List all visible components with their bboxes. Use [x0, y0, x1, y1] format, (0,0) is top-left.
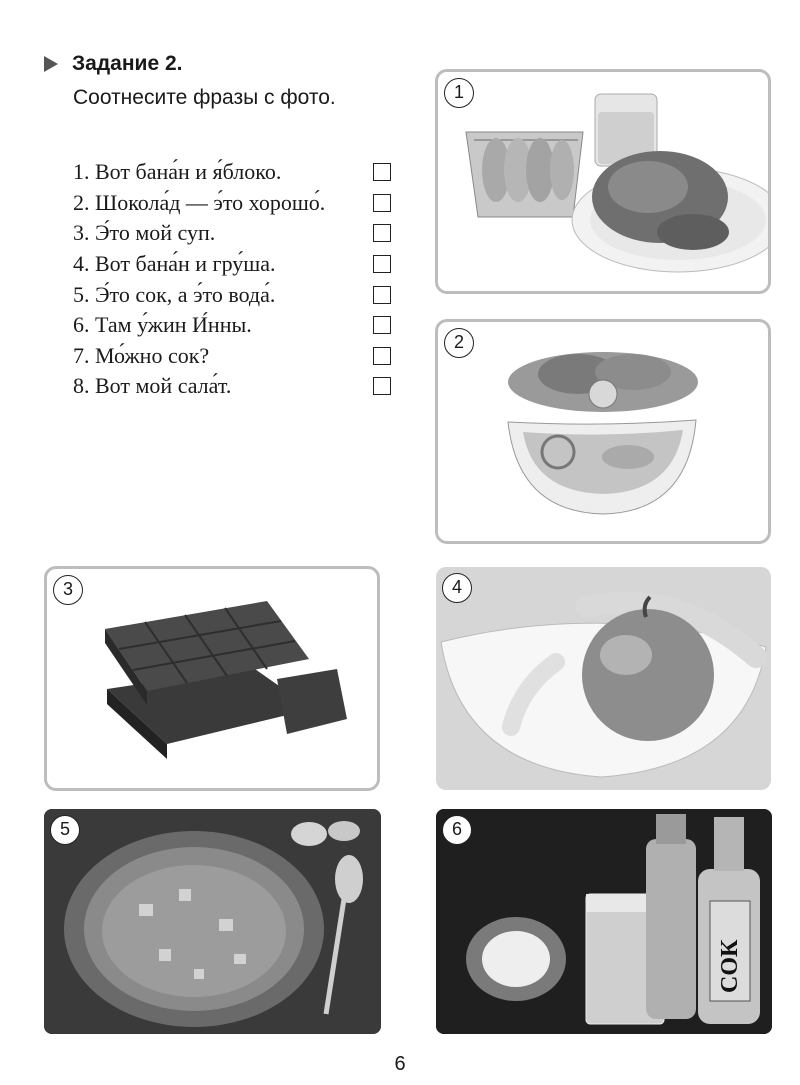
phrase-row — [73, 279, 391, 310]
phrase-row — [73, 341, 391, 372]
answer-checkbox[interactable] — [373, 194, 391, 212]
answer-checkbox[interactable] — [373, 286, 391, 304]
phrase-text: 7. Мо́жно сок? — [73, 342, 210, 368]
answer-checkbox[interactable] — [373, 163, 391, 181]
answer-checkbox[interactable] — [373, 316, 391, 334]
photo-number: 6 — [442, 815, 472, 845]
phrase-text: 1. Вот бана́н и я́блоко. — [73, 159, 282, 185]
photo-number: 3 — [53, 575, 83, 605]
soup-illustration — [44, 809, 381, 1034]
fruit-illustration — [436, 567, 771, 790]
photo-card-salad — [435, 319, 771, 544]
phrase-row — [73, 249, 391, 280]
photo-number: 5 — [50, 815, 80, 845]
answer-checkbox[interactable] — [373, 224, 391, 242]
photo-number: 4 — [442, 573, 472, 603]
phrase-row — [73, 371, 391, 402]
phrase-list — [73, 157, 391, 402]
photo-card-juice — [436, 809, 772, 1034]
page-number: 6 — [394, 1053, 406, 1075]
play-arrow-icon — [44, 56, 58, 72]
answer-checkbox[interactable] — [373, 347, 391, 365]
phrase-text: 6. Там у́жин И́нны. — [73, 312, 252, 338]
chocolate-illustration — [47, 569, 377, 788]
phrase-text: 8. Вот мой сала́т. — [73, 373, 232, 399]
photo-card-fruit — [436, 567, 771, 790]
dinner-illustration — [438, 72, 768, 291]
phrase-row — [73, 218, 391, 249]
phrase-text: 5. Э́то сок, а э́то вода́. — [73, 281, 276, 307]
phrase-row — [73, 188, 391, 219]
photo-card-soup — [44, 809, 381, 1034]
answer-checkbox[interactable] — [373, 255, 391, 273]
sok-bottle-label: СОК — [717, 939, 743, 993]
phrase-text: 2. Шокола́д — э́то хорошо́. — [73, 189, 326, 215]
photo-number: 2 — [444, 328, 474, 358]
photo-card-dinner — [435, 69, 771, 294]
photo-number: 1 — [444, 78, 474, 108]
phrase-row — [73, 157, 391, 188]
answer-checkbox[interactable] — [373, 377, 391, 395]
photo-card-chocolate — [44, 566, 380, 791]
phrase-text: 4. Вот бана́н и гру́ша. — [73, 251, 276, 277]
task-instruction: Соотнесите фразы с фото. — [73, 86, 336, 109]
task-title: Задание 2. — [72, 52, 183, 75]
salad-illustration — [438, 322, 768, 541]
phrase-text: 3. Э́то мой суп. — [73, 220, 216, 246]
task-header — [44, 52, 182, 76]
juice-illustration — [436, 809, 772, 1034]
phrase-row — [73, 310, 391, 341]
